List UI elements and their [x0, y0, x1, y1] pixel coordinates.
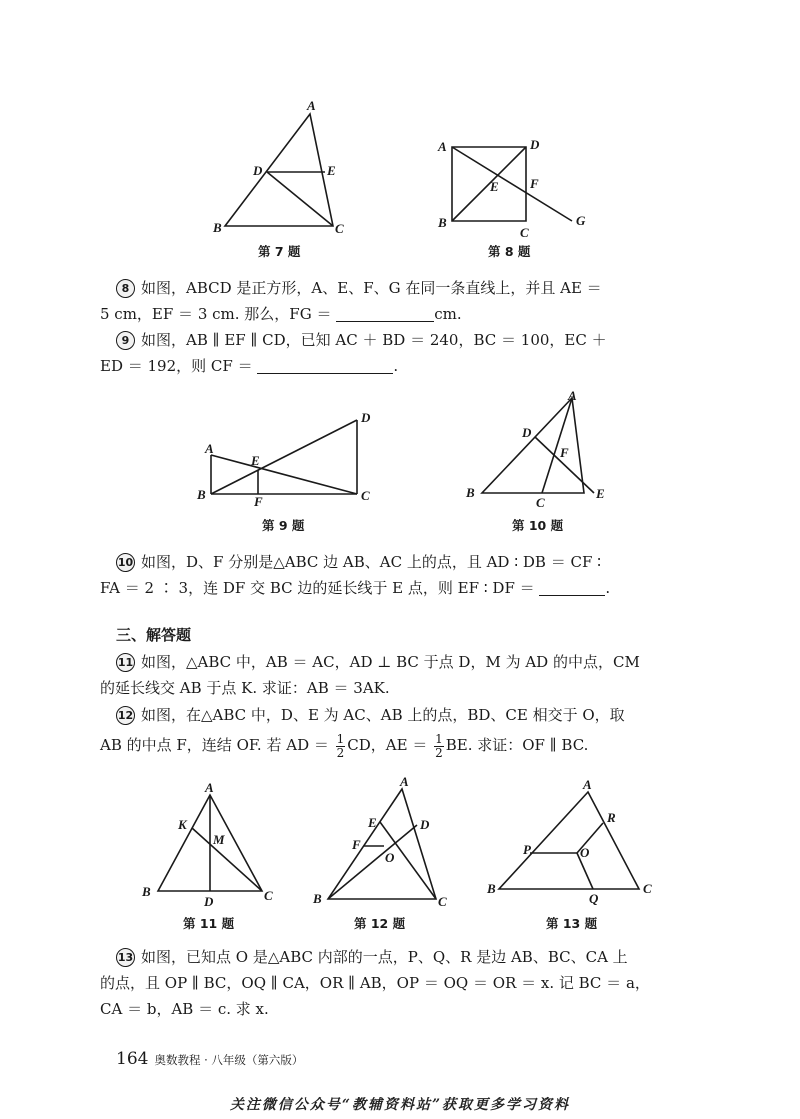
label-D: D: [253, 163, 263, 178]
label-C: C: [536, 495, 545, 510]
figure-9: [195, 405, 385, 510]
label-A: A: [205, 441, 214, 456]
answer-blank[interactable]: [336, 307, 434, 322]
problem-10: 10 如图，D、F 分别是△ABC 边 AB、AC 上的点，且 AD ∶ DB ＝ CF ∶ FA ＝ 2 ∶ 3，连 DF 交 BC 边的延长线于 E 点，则 EF ∶ DF ＝ .: [100, 553, 611, 597]
label-A: A: [583, 777, 592, 792]
label-D: D: [530, 137, 540, 152]
label-D: D: [204, 894, 214, 909]
watermark-text: 关注微信公众号“教辅资料站”获取更多学习资料: [229, 1097, 571, 1113]
label-D: D: [522, 425, 532, 440]
square-diagram-8: [430, 135, 600, 240]
label-E: E: [490, 179, 499, 194]
label-B: B: [142, 884, 151, 899]
problem-number: 12: [116, 706, 135, 725]
page-number: 164: [116, 1049, 149, 1069]
figure-11: [140, 780, 280, 910]
label-O: O: [580, 845, 590, 860]
caption-figure-10: 第 10 题: [512, 518, 564, 533]
label-A: A: [568, 388, 577, 403]
label-B: B: [487, 881, 496, 896]
label-A: A: [438, 139, 447, 154]
problem-number: 13: [116, 948, 135, 967]
label-B: B: [213, 220, 222, 235]
label-A: A: [205, 780, 214, 795]
label-E: E: [251, 453, 260, 468]
page-footer: [116, 1049, 303, 1069]
triangle-diagram-11: [140, 780, 280, 910]
triangle-diagram-13: [485, 775, 665, 905]
caption-figure-9: 第 9 题: [262, 518, 305, 533]
label-C: C: [520, 225, 529, 240]
label-O: O: [385, 850, 395, 865]
figure-13: [485, 775, 665, 905]
problem-8: 8 如图，ABCD 是正方形，A、E、F、G 在同一条直线上，并且 AE ＝ 5 cm，EF ＝ 3 cm. 那么，FG ＝ cm.: [100, 279, 602, 323]
triangle-diagram-10: [460, 385, 620, 510]
label-E: E: [596, 486, 605, 501]
fraction-half: $\frac{1}{2}$: [336, 731, 345, 760]
label-Q: Q: [589, 891, 599, 906]
caption-figure-12: 第 12 题: [354, 916, 406, 931]
answer-blank[interactable]: [257, 359, 393, 374]
triangle-diagram-7: [205, 100, 355, 240]
fraction-half: $\frac{1}{2}$: [435, 731, 443, 760]
label-K: K: [178, 817, 187, 832]
label-C: C: [438, 894, 447, 909]
label-E: E: [368, 815, 377, 830]
problem-number: 10: [116, 553, 135, 572]
label-F: F: [530, 176, 539, 191]
label-D: D: [420, 817, 430, 832]
label-B: B: [313, 891, 322, 906]
label-A: A: [400, 774, 409, 789]
figure-12: [310, 775, 450, 910]
label-C: C: [643, 881, 652, 896]
figure-10: [460, 385, 620, 510]
caption-figure-13: 第 13 题: [546, 916, 598, 931]
label-F: F: [254, 494, 263, 509]
caption-figure-11: 第 11 题: [183, 916, 235, 931]
problem-number: 9: [116, 331, 135, 350]
label-E: E: [327, 163, 336, 178]
problem-11: 11 如图，△ABC 中，AB ＝ AC，AD ⊥ BC 于点 D，M 为 AD 的中点，CM 的延长线交 AB 于点 K. 求证：AB ＝ 3AK.: [100, 653, 640, 697]
book-title: 奥数教程 · 八年级（第六版）: [154, 1053, 304, 1067]
label-B: B: [197, 487, 206, 502]
section-title: 三、解答题: [116, 626, 192, 644]
caption-figure-7: 第 7 题: [258, 244, 301, 259]
label-R: R: [607, 810, 616, 825]
label-M: M: [213, 832, 225, 847]
problem-number: 8: [116, 279, 135, 298]
figure-7: [205, 100, 355, 240]
label-P: P: [523, 842, 531, 857]
label-C: C: [264, 888, 273, 903]
label-B: B: [466, 485, 475, 500]
label-C: C: [361, 488, 370, 503]
label-A: A: [307, 98, 316, 113]
problem-13: 13 如图，已知点 O 是△ABC 内部的一点，P、Q、R 是边 AB、BC、CA 上 的点，且 OP ∥ BC，OQ ∥ CA，OR ∥ AB，OP ＝ OQ ＝ OR ＝ x. 记 BC ＝ a， CA ＝ b，AB ＝ c. 求 x.: [100, 948, 650, 1018]
label-F: F: [560, 445, 569, 460]
label-B: B: [438, 215, 447, 230]
label-C: C: [335, 221, 344, 236]
figure-8: [430, 135, 600, 240]
problem-9: 9 如图，AB ∥ EF ∥ CD，已知 AC ＋ BD ＝ 240，BC ＝ 100，EC ＋ ED ＝ 192，则 CF ＝ .: [100, 331, 607, 375]
label-G: G: [576, 213, 586, 228]
answer-blank[interactable]: [539, 581, 605, 596]
problem-12: 12 如图，在△ABC 中，D、E 为 AC、AB 上的点，BD、CE 相交于 O，取 AB 的中点 F，连结 OF. 若 AD ＝ $\frac{1}{2}$ CD，AE ＝ $\frac{1}{2}$ BE. 求证：OF ∥ BC.: [100, 706, 625, 760]
trapezoid-diagram-9: [195, 405, 385, 510]
triangle-diagram-12: [310, 775, 450, 910]
caption-figure-8: 第 8 题: [488, 244, 531, 259]
label-F: F: [352, 837, 361, 852]
label-D: D: [361, 410, 371, 425]
problem-number: 11: [116, 653, 135, 672]
